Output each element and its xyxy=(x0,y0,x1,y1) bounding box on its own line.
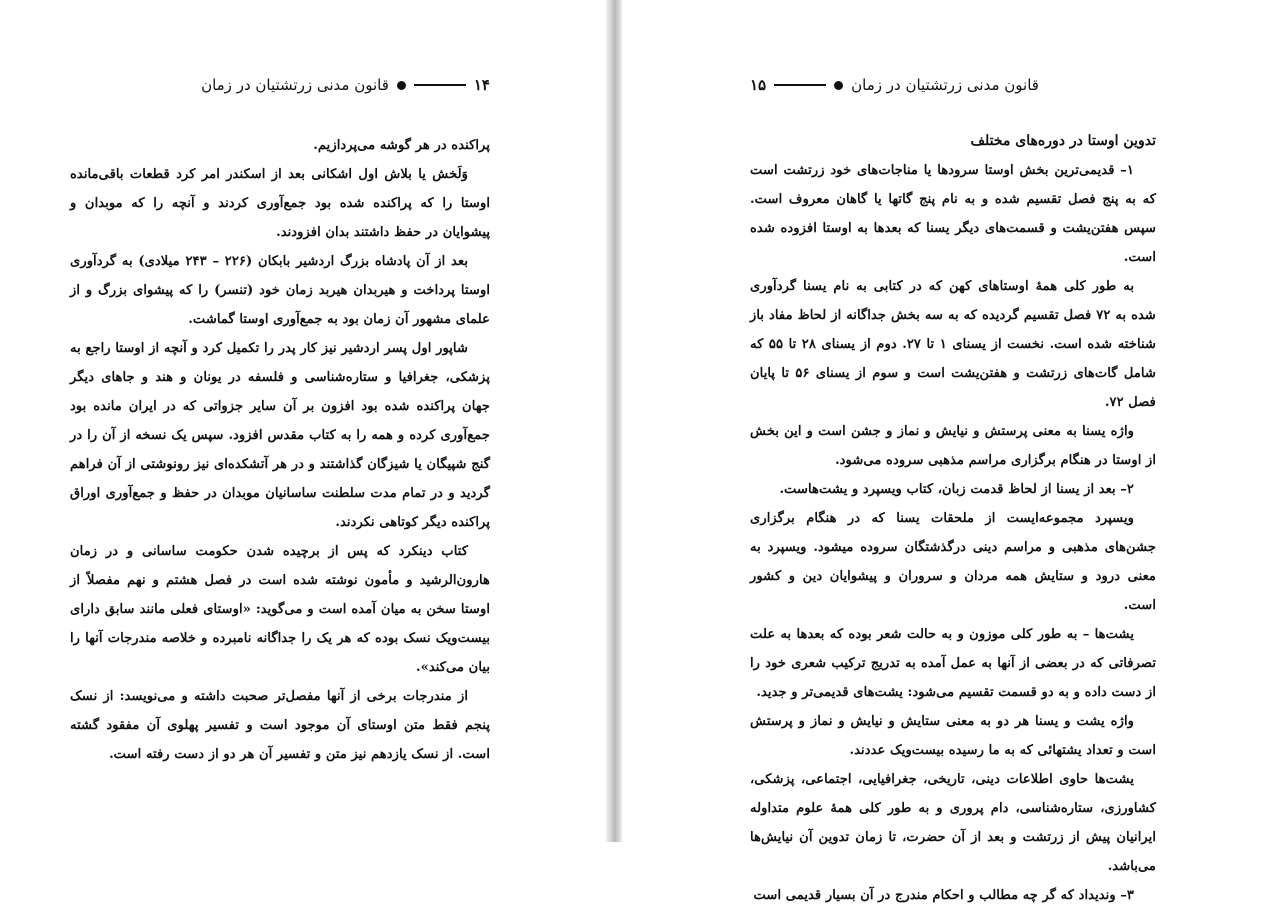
paragraph: به طور کلی همهٔ اوستاهای کهن که در کتابی به نام یسنا گردآوری شده به ۷۲ فصل تقسیم گردیده که به سه بخش جداگانه از لحاظ مفاد باز شناخته شده است. نخست از یسنای ۱ تا ۲۷. دوم از یسنای ۲۸ تا ۵۵ که شامل گات‌های زرتشت و هفتن‌یشت است و سوم از یسنای ۵۶ تا پایان فصل ۷۲. xyxy=(750,279,1156,410)
page-header xyxy=(201,70,490,100)
paragraph: کتاب دینکرد که پس از برچیده شدن حکومت ساسانی و در زمان هارون‌الرشید و مأمون نوشته شده است در فصل هشتم و نهم مفصلاً از اوستا سخن به میان آمده است و می‌گوید: «اوستای فعلی مانند سابق دارای بیست‌ویک نسک بوده که هر یک را جداگانه نامبرده و خلاصه مندرجات آنها را بیان می‌کند». xyxy=(70,544,490,675)
paragraph: یشت‌ها حاوی اطلاعات دینی، تاریخی، جغرافیایی، اجتماعی، پزشکی، کشاورزی، ستاره‌شناسی، دام پروری و به طور کلی همهٔ علوم متداوله ایرانیان پیش از زرتشت و بعد از آن حضرت، تا زمان تدوین آن نیایش‌ها می‌باشد. xyxy=(750,772,1156,874)
paragraph: ۱– قدیمی‌ترین بخش اوستا سرودها یا مناجات‌های خود زرتشت است که به پنج فصل تقسیم شده و به نام پنج گاتها یا گاهان معروف است. سپس هفتن‌یشت و قسمت‌های دیگر یسنا که بعدها به اوستا افزوده شده است. xyxy=(750,163,1156,265)
header-bullet xyxy=(397,81,406,90)
header-bullet xyxy=(834,81,843,90)
left-page xyxy=(0,0,606,842)
running-title: قانون مدنی زرتشتیان در زمان xyxy=(851,76,1039,94)
paragraph: وَلَخش یا بلاش اول اشکانی بعد از اسکندر امر کرد قطعات باقی‌مانده اوستا را که پراکنده شده بود جمع‌آوری کردند و آنچه را که موبدان و پیشوایان در حفظ داشتند بدان افزودند. xyxy=(70,167,490,240)
section-heading: تدوین اوستا در دوره‌های مختلف xyxy=(970,133,1156,149)
header-rule xyxy=(414,84,466,86)
paragraph: بعد از آن پادشاه بزرگ اردشیر بابکان (۲۲۶ – ۲۴۳ میلادی) به گردآوری اوستا پرداخت و هیربدان هیربد زمان خود (تنسر) را که پیشوای بزرگ و از علمای مشهور آن زمان بود به جمع‌آوری اوستا گماشت. xyxy=(70,254,490,327)
paragraph: ۲– بعد از یسنا از لحاظ قدمت زبان، کتاب ویسپرد و یشت‌هاست. xyxy=(779,482,1134,497)
running-title: قانون مدنی زرتشتیان در زمان xyxy=(201,76,389,94)
paragraph: پراکنده در هر گوشه می‌پردازیم. xyxy=(313,138,490,153)
page-body xyxy=(70,131,490,769)
paragraph: ویسپرد مجموعه‌ایست از ملحقات یسنا که در هنگام برگزاری جشن‌های مذهبی و مراسم دینی درگذشتگان سروده میشود. ویسپرد به معنی درود و ستایش همه مردان و سروران و پیشوایان دین و کشور است. xyxy=(750,511,1156,613)
paragraph: شاپور اول پسر اردشیر نیز کار پدر را تکمیل کرد و آنچه از اوستا راجع به پزشکی، جغرافیا و ستاره‌شناسی و فلسفه در یونان و هند و جاهای دیگر جهان پراکنده شده بود افزون بر آن سایر جزواتی که در ایران مانده بود جمع‌آوری کرده و همه را به کتاب مقدس افزود. سپس یک نسخه از آن را در گنج شپیگان یا شیزگان گذاشتند و در هر آتشکده‌ای نیز رونوشتی از آن فراهم گردید و در تمام مدت سلطنت ساسانیان موبدان در حفظ و جمع‌آوری اوراق پراکنده دیگر کوتاهی نکردند. xyxy=(70,341,490,530)
paragraph: ۳– وندیداد که گر چه مطالب و احکام مندرج در آن بسیار قدیمی است xyxy=(753,888,1134,903)
page-number: ۱۴ xyxy=(473,76,490,94)
paragraph: از مندرجات برخی از آنها مفصل‌تر صحبت داشته و می‌نویسد: از نسک پنجم فقط متن اوستای آن موجود است و تفسیر پهلوی آن مفقود گشته است. از نسک یازدهم نیز متن و تفسیر آن هر دو از دست رفته است. xyxy=(70,689,490,762)
paragraph: واژه یشت و یسنا هر دو به معنی ستایش و نیایش و نماز و پرستش است و تعداد یشتهائی که به ما رسیده بیست‌ویک عددند. xyxy=(750,714,1156,758)
page-body xyxy=(750,127,1156,910)
page-number: ۱۵ xyxy=(750,76,767,94)
paragraph: واژه یسنا به معنی پرستش و نیایش و نماز و جشن است و این بخش از اوستا در هنگام برگزاری مراسم مذهبی سروده می‌شود. xyxy=(750,424,1156,468)
paragraph: یشت‌ها – به طور کلی موزون و به حالت شعر بوده که بعدها به علت تصرفاتی که در بعضی از آنها به عمل آمده به تدریج ترکیب شعری خود را از دست داده و به دو قسمت تقسیم می‌شود: یشت‌های قدیمی‌تر و جدید. xyxy=(750,627,1156,700)
book-gutter xyxy=(606,0,622,842)
page-header xyxy=(750,70,1039,100)
right-page xyxy=(622,0,1278,903)
header-rule xyxy=(774,84,826,86)
